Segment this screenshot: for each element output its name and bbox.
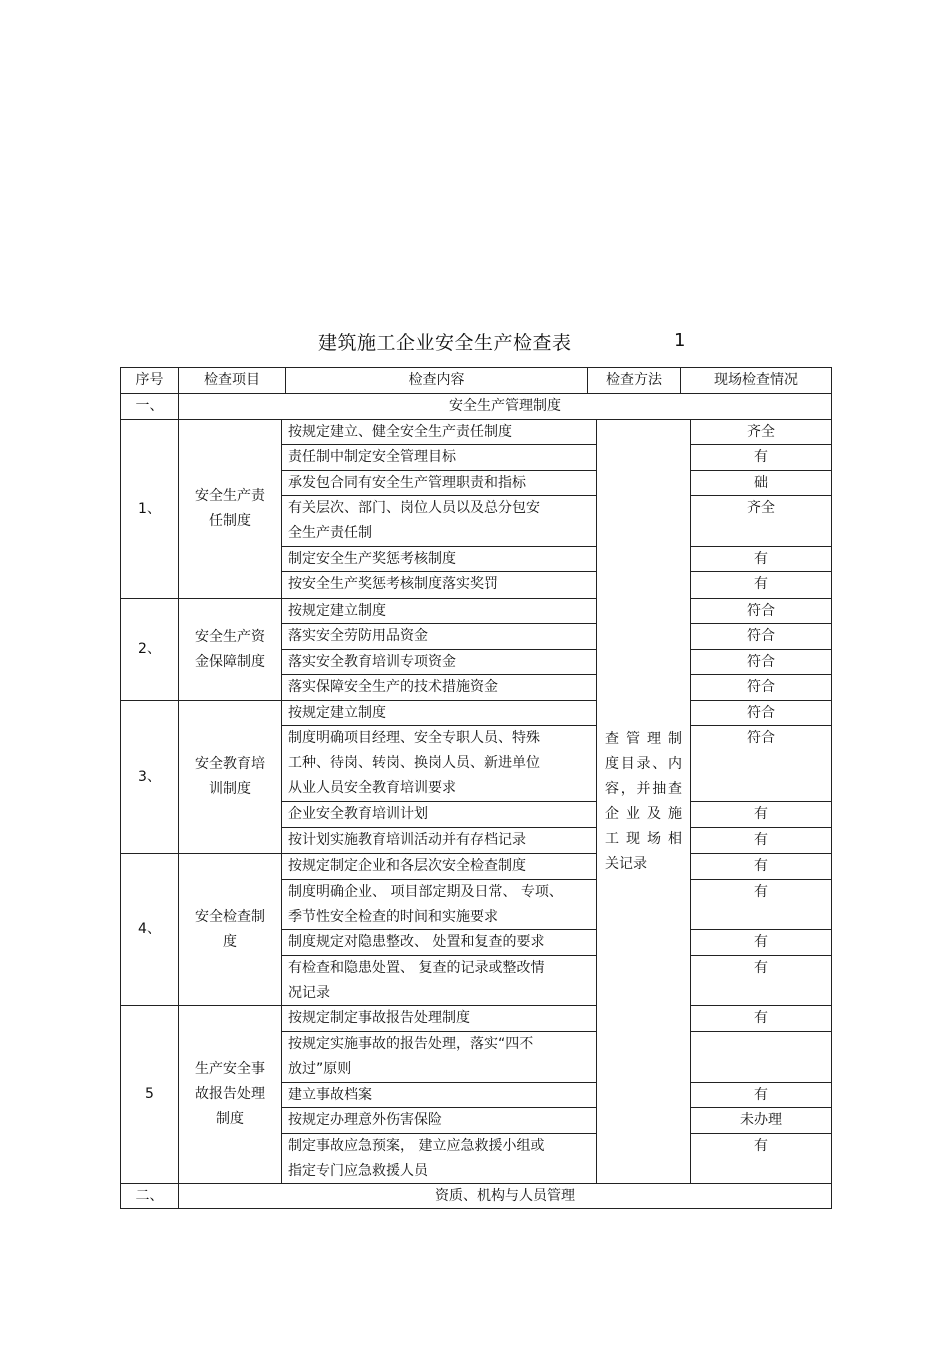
check-content [281,801,597,828]
item-line: 安全教育培 [195,756,265,772]
content-line: 制定事故应急预案， 建立应急救援小组或 [288,1138,545,1154]
method-line: 度目录、内 [605,755,682,772]
check-result: 有 [690,1082,832,1108]
check-content [281,929,597,956]
item-line: 生产安全事 [195,1061,265,1077]
item-line: 安全检查制 [195,908,265,925]
content-line: 落实保障安全生产的技术措施资金 [288,679,498,695]
section-title: 安全生产管理制度 [178,393,832,420]
group-item [178,1005,282,1184]
check-content [281,700,597,726]
content-line: 建立事故档案 [288,1087,372,1103]
document-title: 建筑施工企业安全生产检查表 [318,332,572,354]
check-result: 有 [690,853,832,880]
check-result: 符合 [690,674,832,701]
check-content [281,649,597,675]
content-line: 按规定建立制度 [288,603,386,619]
group-item-text [189,484,271,534]
item-line: 故报告处理 [195,1086,265,1102]
check-content [281,955,597,1006]
inspection-table [120,367,831,1209]
content-line: 制定安全生产奖惩考核制度 [288,551,456,567]
content-line: 按规定建立、健全安全生产责任制度 [288,424,512,440]
check-result: 齐全 [690,419,832,445]
content-line: 按规定制定事故报告处理制度 [288,1010,470,1026]
content-line: 企业安全教育培训计划 [288,806,428,822]
content-line: 按计划实施教育培训活动并有存档记录 [288,832,526,848]
group-item [178,598,282,701]
check-content [281,598,597,624]
check-result: 有 [690,801,832,828]
content-line: 按规定建立制度 [288,705,386,721]
content-line: 况记录 [288,985,330,1001]
item-line: 安全生产责 [195,488,265,504]
check-result: 符合 [690,649,832,675]
content-line: 放过”原则 [288,1061,352,1077]
check-result: 符合 [690,700,832,726]
check-content [281,725,597,802]
group-item-text [189,752,271,802]
check-result: 有 [690,444,832,471]
content-line: 制度规定对隐患整改、 处置和复查的要求 [288,934,545,950]
check-content [281,674,597,701]
group-seq: 1、 [120,419,179,599]
group-seq: 3、 [120,700,179,854]
content-line: 指定专门应急救援人员 [288,1163,428,1179]
check-content [281,623,597,650]
method-line: 企业及施 [605,805,682,822]
check-content [281,1133,597,1184]
section-seq: 二、 [120,1183,179,1209]
item-line: 制度 [216,1111,244,1127]
content-line: 责任制中制定安全管理目标 [288,449,456,465]
group-item-text [189,625,271,675]
method-text [597,727,690,877]
check-result: 有 [690,546,832,572]
check-content [281,1107,597,1134]
header-method: 检查方法 [587,367,681,394]
check-content [281,1031,597,1083]
content-line: 按安全生产奖惩考核制度落实奖罚 [288,576,498,592]
method-line: 工现场相 [605,830,682,847]
group-item [178,419,282,599]
check-result: 有 [690,1133,832,1184]
group-seq: 4、 [120,853,179,1006]
method-cell [596,419,691,1184]
group-item-text [189,905,271,955]
check-result: 有 [690,827,832,854]
check-result: 有 [690,571,832,599]
content-line: 按规定办理意外伤害保险 [288,1112,442,1128]
method-line: 查管理制 [605,730,682,747]
check-content [281,546,597,572]
check-result: 符合 [690,623,832,650]
item-line: 安全生产资 [195,628,265,645]
group-item [178,853,282,1006]
check-result: 础 [690,470,832,496]
content-line: 全生产责任制 [288,525,372,541]
content-line: 工种、待岗、转岗、换岗人员、新进单位 [288,755,540,771]
check-content [281,827,597,854]
group-seq: 5 [120,1005,179,1184]
header-seq: 序号 [120,367,179,394]
header-item: 检查项目 [178,367,286,394]
check-content [281,470,597,496]
content-line: 按规定实施事故的报告处理，落实“四不 [288,1036,534,1052]
check-result: 齐全 [690,495,832,547]
check-result: 有 [690,879,832,930]
item-line: 任制度 [209,513,251,529]
check-content [281,1082,597,1108]
group-item-text [189,1057,271,1132]
check-result [690,1031,832,1083]
content-line: 承发包合同有安全生产管理职责和指标 [288,475,526,491]
check-content [281,495,597,547]
method-line: 容，并抽查 [605,780,682,797]
content-line: 有关层次、部门、岗位人员以及总分包安 [288,500,540,516]
check-content [281,1005,597,1032]
header-result: 现场检查情况 [680,367,832,394]
content-line: 落实安全劳防用品资金 [288,628,428,644]
content-line: 有检查和隐患处置、 复查的记录或整改情 [288,960,545,976]
header-content: 检查内容 [285,367,588,394]
content-line: 落实安全教育培训专项资金 [288,654,456,670]
section-seq: 一、 [120,393,179,420]
content-line: 季节性安全检查的时间和实施要求 [288,909,498,925]
check-content [281,853,597,880]
check-content [281,879,597,930]
check-result: 未办理 [690,1107,832,1134]
check-result: 有 [690,929,832,956]
content-line: 制度明确项目经理、安全专职人员、特殊 [288,730,540,746]
check-result: 符合 [690,725,832,802]
method-line: 关记录 [605,855,647,872]
check-content [281,571,597,599]
section-title: 资质、机构与人员管理 [178,1183,832,1209]
group-seq: 2、 [120,598,179,701]
group-item [178,700,282,854]
content-line: 从业人员安全教育培训要求 [288,780,456,796]
check-content [281,444,597,471]
content-line: 按规定制定企业和各层次安全检查制度 [288,858,526,874]
document-number: 1 [674,330,686,351]
check-result: 符合 [690,598,832,624]
content-line: 制度明确企业、 项目部定期及日常、 专项、 [288,884,563,900]
check-result: 有 [690,955,832,1006]
check-content [281,419,597,445]
item-line: 度 [223,933,237,950]
item-line: 训制度 [209,781,251,797]
item-line: 金保障制度 [195,653,265,670]
check-result: 有 [690,1005,832,1032]
